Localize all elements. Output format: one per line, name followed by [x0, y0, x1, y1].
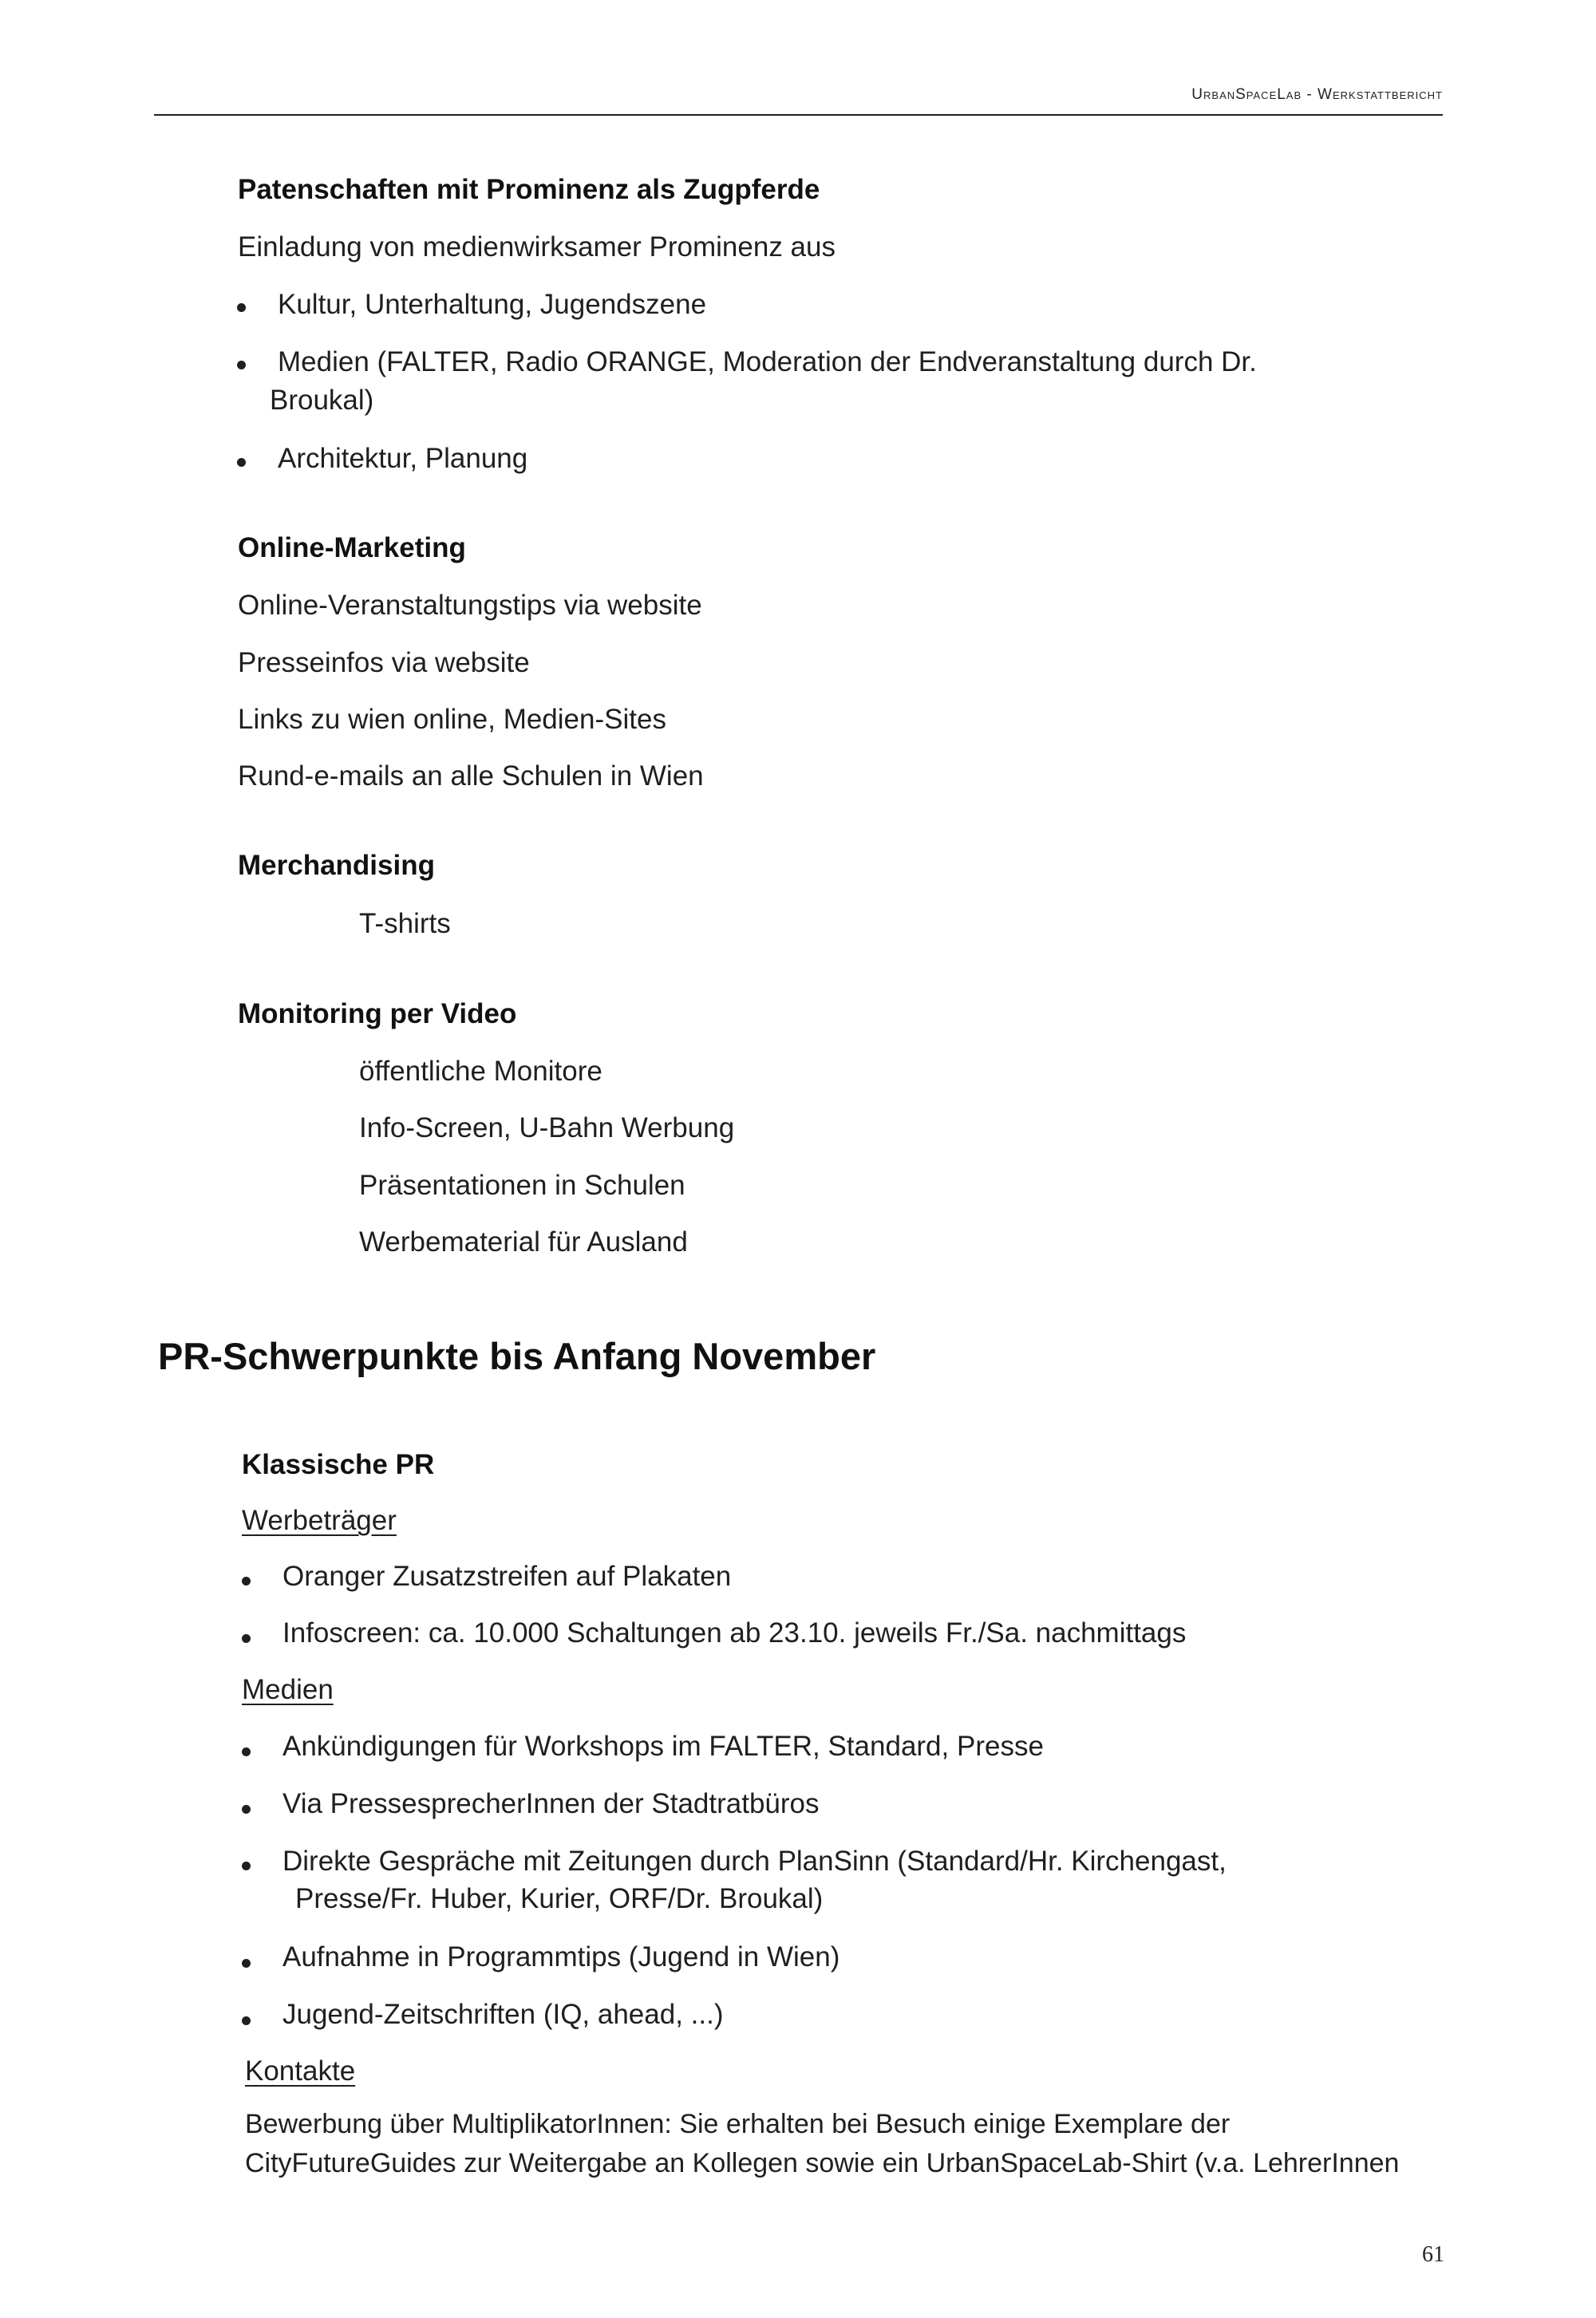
list-item: Werbematerial für Ausland [359, 1226, 688, 1258]
list-item: Ankündigungen für Workshops im FALTER, Standard, Presse [282, 1731, 1044, 1762]
section-heading-patenschaften: Patenschaften mit Prominenz als Zugpferde [238, 174, 820, 205]
main-heading: PR-Schwerpunkte bis Anfang November [158, 1335, 876, 1377]
subheading-kontakte: Kontakte [245, 2055, 356, 2087]
bullet-dot [242, 2016, 251, 2025]
page-number: 61 [1422, 2242, 1444, 2267]
list-item: Via PressesprecherInnen der Stadtratbüros [282, 1788, 820, 1819]
list-item: Links zu wien online, Medien-Sites [238, 704, 666, 735]
running-header [1191, 86, 1443, 104]
bullet-dot [242, 1634, 251, 1643]
list-item: öffentliche Monitore [359, 1056, 602, 1087]
list-item: Präsentationen in Schulen [359, 1170, 685, 1201]
list-item: Kultur, Unterhaltung, Jugendszene [278, 289, 707, 320]
patenschaften-intro: Einladung von medienwirksamer Prominenz aus [238, 231, 836, 263]
section-heading-monitoring: Monitoring per Video [238, 998, 517, 1029]
list-item: Rund-e-mails an alle Schulen in Wien [238, 760, 704, 792]
list-item: Presseinfos via website [238, 647, 530, 678]
list-item: Infoscreen: ca. 10.000 Schaltungen ab 23.10. jeweils Fr./Sa. nachmittags [282, 1617, 1187, 1649]
paragraph-line: Bewerbung über MultiplikatorInnen: Sie erhalten bei Besuch einige Exemplare der [245, 2109, 1231, 2139]
running-title: UrbanSpaceLab - Werkstattbericht [1191, 86, 1443, 103]
list-item: Online-Veranstaltungstips via website [238, 590, 702, 621]
list-item: Direkte Gespräche mit Zeitungen durch PlanSinn (Standard/Hr. Kirchengast, [282, 1846, 1227, 1877]
list-item: Architektur, Planung [278, 443, 528, 474]
list-item: Info-Screen, U-Bahn Werbung [359, 1112, 735, 1143]
subheading-medien: Medien [242, 1674, 334, 1705]
list-item: Jugend-Zeitschriften (IQ, ahead, ...) [282, 1999, 724, 2030]
bullet-dot [237, 458, 246, 467]
bullet-dot [242, 1862, 251, 1870]
bullet-dot [237, 303, 246, 312]
header-rule [154, 114, 1443, 116]
list-item-continuation: Broukal) [270, 385, 374, 416]
list-item: Medien (FALTER, Radio ORANGE, Moderation der Endveranstaltung durch Dr. [278, 346, 1257, 377]
list-item-continuation: Presse/Fr. Huber, Kurier, ORF/Dr. Broukal) [295, 1883, 824, 1914]
section-heading-merchandising: Merchandising [238, 850, 435, 881]
bullet-dot [242, 1959, 251, 1968]
bullet-dot [242, 1805, 251, 1814]
list-item: Oranger Zusatzstreifen auf Plakaten [282, 1561, 732, 1592]
list-item: T-shirts [359, 908, 451, 939]
paragraph-line: CityFutureGuides zur Weitergabe an Kollegen sowie ein UrbanSpaceLab-Shirt (v.a. LehrerInnen [245, 2148, 1400, 2178]
section-heading-online-marketing: Online-Marketing [238, 532, 466, 563]
subheading-werbetraeger: Werbeträger [242, 1505, 397, 1536]
bullet-dot [237, 361, 246, 369]
list-item: Aufnahme in Programmtips (Jugend in Wien) [282, 1941, 840, 1972]
section-heading-klassische-pr: Klassische PR [242, 1449, 435, 1480]
bullet-dot [242, 1747, 251, 1756]
bullet-dot [242, 1577, 251, 1585]
